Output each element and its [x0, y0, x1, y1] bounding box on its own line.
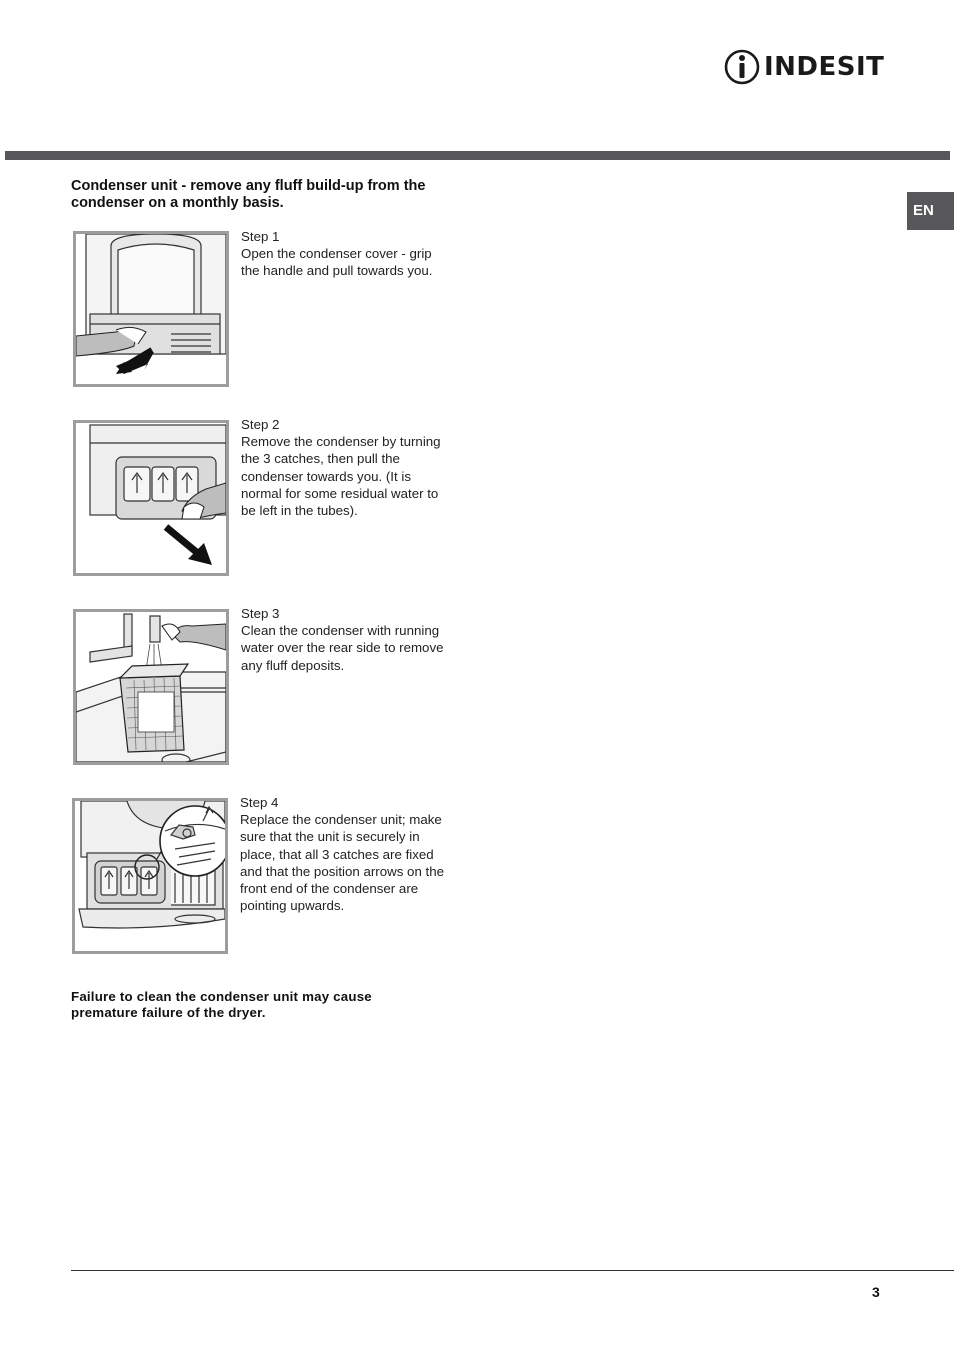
page-number: 3 [872, 1284, 880, 1300]
replace-condenser-illustration [72, 798, 228, 954]
step-instructions: Open the condenser cover - grip the handle and pull towards you. [241, 246, 433, 279]
step-2-text-block [241, 416, 451, 519]
step-label: Step 4 [240, 795, 279, 810]
step-instructions: Remove the condenser by turning the 3 catches, then pull the condenser towards you. (It is normal for some residual water to be left in the tubes). [241, 434, 441, 519]
step-label: Step 2 [241, 417, 280, 432]
step-instructions: Replace the condenser unit; make sure that the unit is securely in place, that all 3 catches are fixed and that the position arrows on the front end of the condenser are pointing upwards. [240, 812, 445, 914]
indesit-i-logo-icon [724, 48, 764, 88]
brand-logo [724, 48, 884, 88]
footer-rule [71, 1270, 954, 1271]
step-label: Step 1 [241, 229, 280, 244]
language-tab: EN [907, 192, 954, 230]
step-label: Step 3 [241, 606, 280, 621]
maintenance-warning: Failure to clean the condenser unit may cause premature failure of the dryer. [71, 989, 372, 1020]
rinse-condenser-illustration [73, 609, 229, 765]
header-divider-bar [5, 151, 950, 160]
open-cover-illustration [73, 231, 229, 387]
remove-condenser-illustration [73, 420, 229, 576]
brand-name: INDESIT [764, 52, 885, 82]
section-heading: Condenser unit - remove any fluff build-up from the condenser on a monthly basis. [71, 178, 426, 211]
step-instructions: Clean the condenser with running water over the rear side to remove any fluff deposits. [241, 623, 444, 673]
step-1-text-block [241, 228, 451, 280]
step-4-text-block [240, 794, 450, 914]
step-3-text-block [241, 605, 451, 674]
